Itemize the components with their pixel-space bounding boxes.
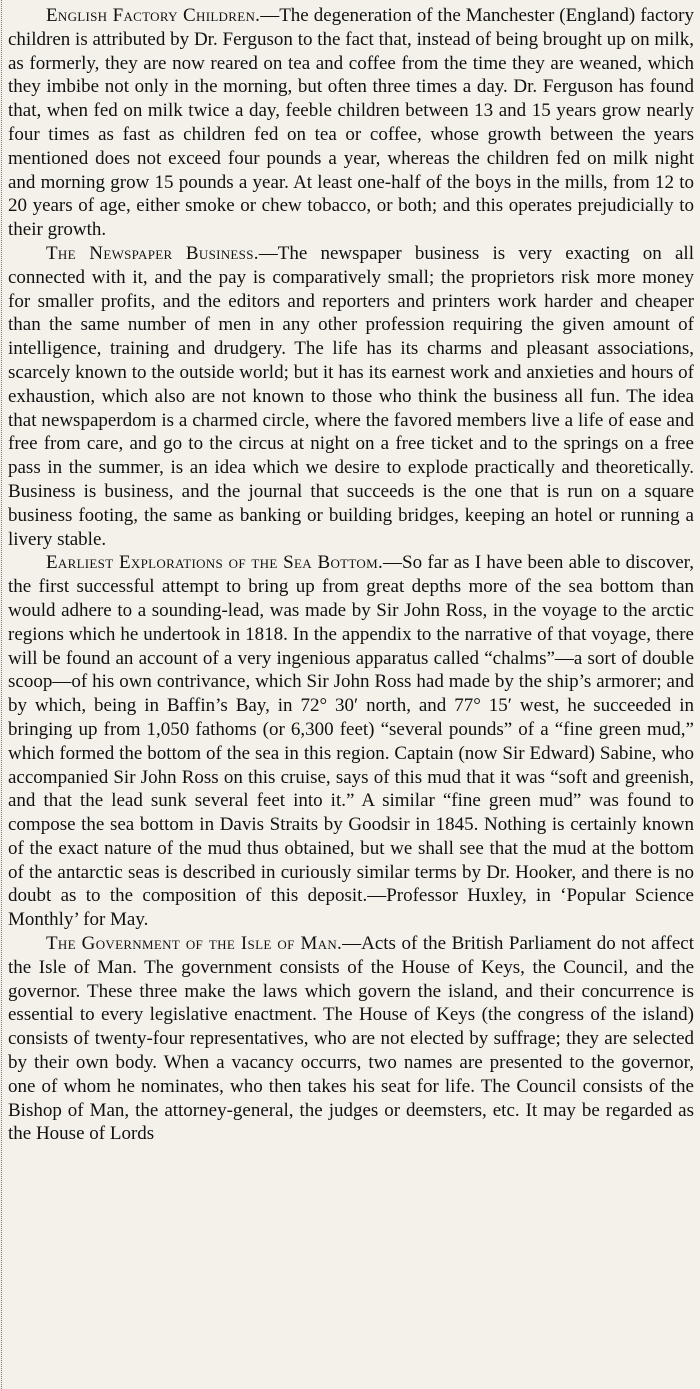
article-body: —The degeneration of the Manchester (England) factory children is attributed by Dr. Ferguson to the fact that, instead of being brought up on milk, as formerly, they are now reared on tea and coffee from the time they are weaned, which they imbibe not only in the morning, but often three times a day. Dr. Ferguson has found that, when fed on milk twice a day, feeble children between 13 and 15 years grow nearly four times as fast as children fed on tea or coffee, whose growth between the years mentioned does not exceed four pounds a year, whereas the children fed on milk night and morning grow 15 pounds a year. At least one-half of the boys in the mills, from 12 to 20 years of age, either smoke or chew tobacco, or both; and this operates prejudicially to their growth.: [8, 5, 694, 241]
column-rule: [1, 0, 2, 1389]
article-sea-bottom: [8, 551, 694, 932]
article-newspaper-business: [8, 242, 694, 551]
article-heading: The Government of the Isle of Man.: [46, 933, 343, 955]
article-body: —Acts of the British Parliament do not affect the Isle of Man. The government consists of the House of Keys, the Council, and the governor. These three make the laws which govern the island, and their concurrence is essential to every legislative enactment. The House of Keys (the congress of the island) consists of twenty-four representatives, who are not elected by suffrage; they are selected by their own body. When a vacancy occurrs, two names are presented to the governor, one of whom he nominates, who then takes his seat for life. The Council consists of the Bishop of Man, the attorney-general, the judges or deemsters, etc. It may be regarded as the House of Lords: [8, 933, 695, 1145]
article-body: —The newspaper business is very exacting on all connected with it, and the pay is comparatively small; the proprietors risk more money for smaller profits, and the editors and reporters and printers work harder and cheaper than the same number of men in any other profession requiring the given amount of intelligence, training and drudgery. The life has its charms and pleasant associations, scarcely known to the outside world; but it has its earnest work and anxieties and hours of exhaustion, which also are not known to those who think the business all fun. The idea that newspaperdom is a charmed circle, where the favored members live a life of ease and free from care, and go to the circus at night on a free ticket and to the springs on a free pass in the summer, is an idea which we desire to explode practically and theoretically. Business is business, and the journal that succeeds is the one that is run on a square business footing, the same as banking or building bridges, keeping an hotel or running a livery stable.: [8, 242, 694, 550]
article-body: —So far as I have been able to discover, the first successful attempt to bring up from great depths more of the sea bottom than would adhere to a sounding-lead, was made by Sir John Ross, in the voyage to the arctic regions which he undertook in 1818. In the appendix to the narrative of that voyage, there will be found an account of a very ingenious apparatus called “chalms”—a sort of double scoop—of his own contrivance, which Sir John Ross had made by the ship’s armorer; and by which, being in Baffin’s Bay, in 72° 30′ north, and 77° 15′ west, he succeeded in bringing up from 1,050 fathoms (or 6,300 feet) “several pounds” of a “fine green mud,” which formed the bottom of the sea in this region. Captain (now Sir Edward) Sabine, who accompanied Sir John Ross on this cruise, says of this mud that it was “soft and greenish, and that the lead sunk several feet into it.” A similar “fine green mud” was found to compose the sea bottom in Davis Straits by Goodsir in 1845. Nothing is certainly known of the exact nature of the mud thus obtained, but we shall see that the mud at the bottom of the antarctic seas is described in curiously similar terms by Dr. Hooker, and there is no doubt as to the composition of this deposit.—Professor Huxley, in ‘Popular Science Monthly’ for May.: [8, 552, 694, 931]
article-isle-of-man: [8, 932, 694, 1146]
article-heading: English Factory Children.: [46, 5, 261, 26]
article-heading: Earliest Explorations of the Sea Bottom.: [46, 552, 384, 574]
article-heading: The Newspaper Business.: [46, 242, 259, 264]
article-english-factory-children: [8, 4, 694, 242]
